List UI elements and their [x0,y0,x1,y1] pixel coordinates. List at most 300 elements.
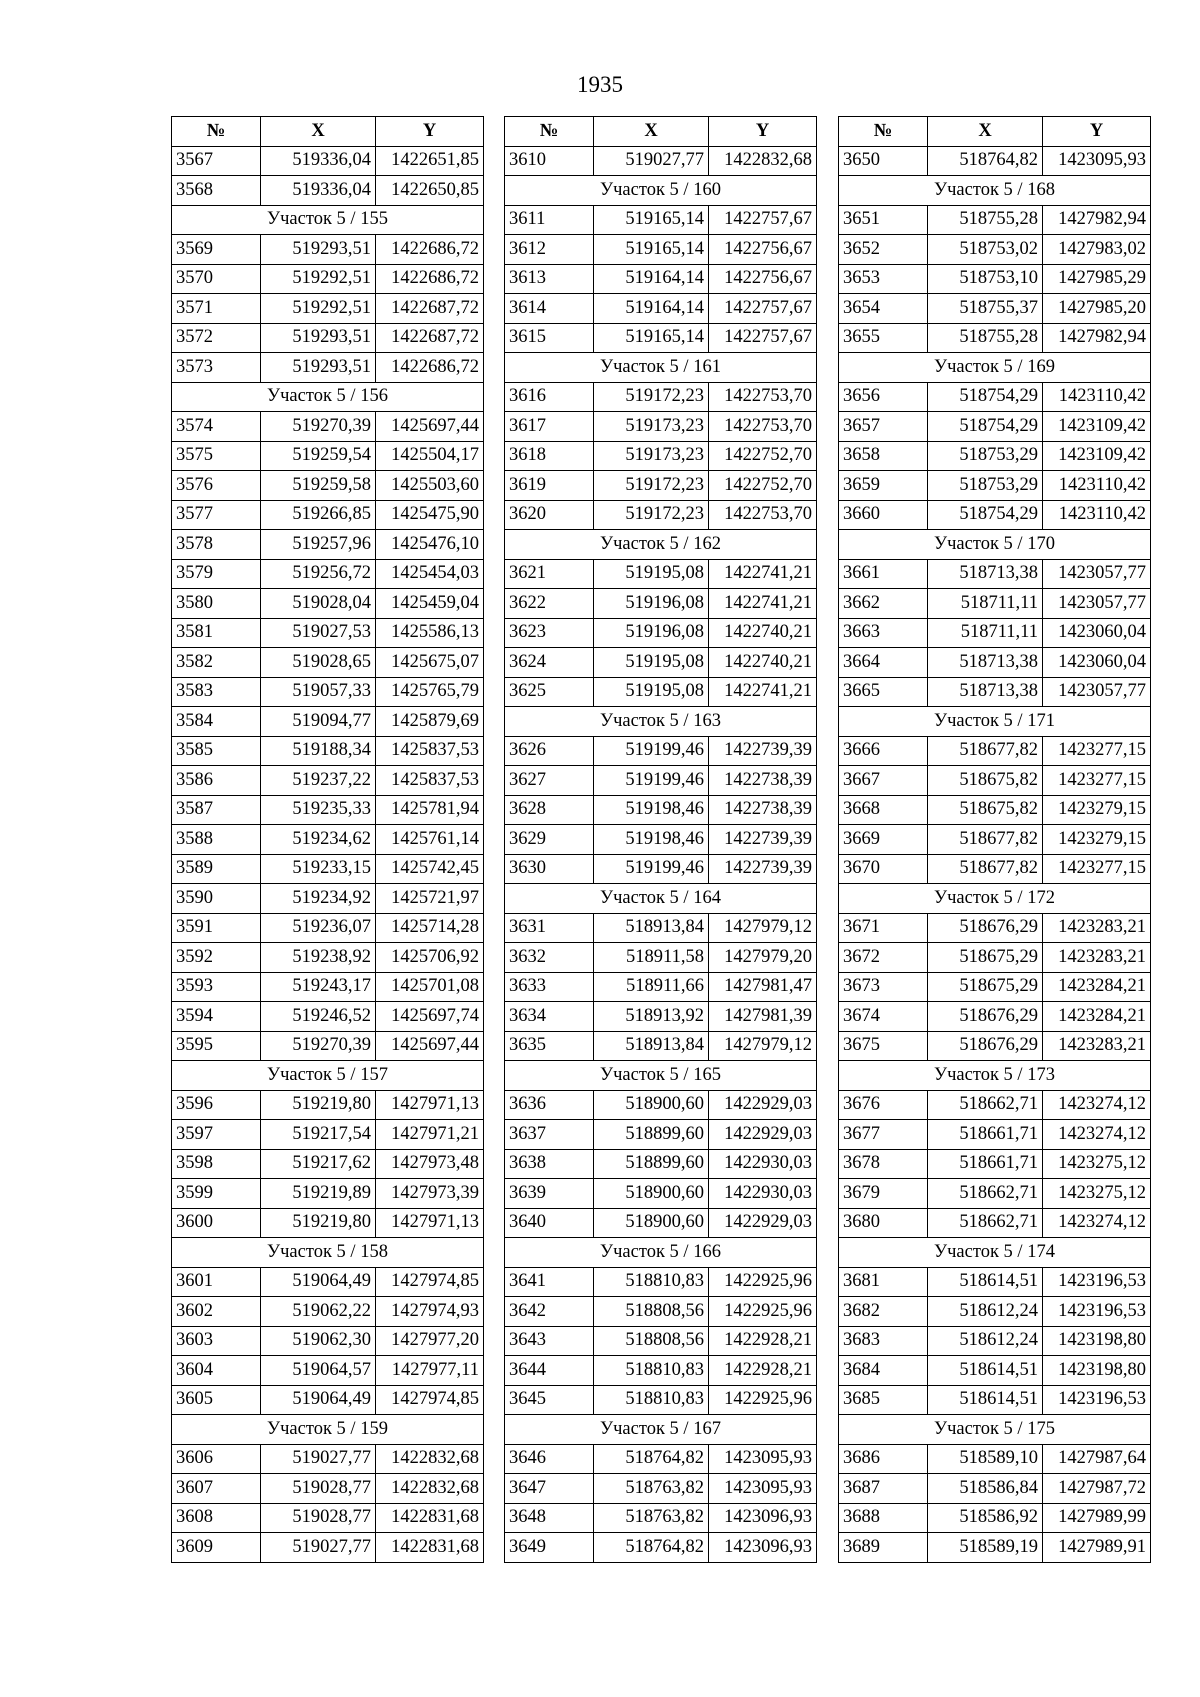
y-coordinate: 1423057,77 [1043,559,1151,589]
x-coordinate: 519259,58 [261,471,376,501]
section-title: Участок 5 / 162 [505,530,817,560]
point-number: 3577 [172,500,261,530]
point-number: 3614 [505,294,594,324]
coordinate-row [505,1385,817,1415]
coordinate-row [839,1444,1151,1474]
y-coordinate: 1423060,04 [1043,648,1151,678]
coordinate-row [172,1503,484,1533]
y-coordinate: 1422686,72 [376,264,484,294]
coordinate-row [839,471,1151,501]
x-coordinate: 518589,10 [928,1444,1043,1474]
x-coordinate: 518913,84 [594,913,709,943]
point-number: 3595 [172,1031,261,1061]
x-coordinate: 518676,29 [928,1002,1043,1032]
point-number: 3611 [505,205,594,235]
x-coordinate: 518612,24 [928,1326,1043,1356]
point-number: 3627 [505,766,594,796]
coordinate-row [172,353,484,383]
x-coordinate: 519028,77 [261,1503,376,1533]
coordinate-row [505,943,817,973]
y-coordinate: 1423060,04 [1043,618,1151,648]
x-coordinate: 518899,60 [594,1120,709,1150]
coordinate-row [505,795,817,825]
coordinate-row [172,1267,484,1297]
coordinate-row [839,677,1151,707]
point-number: 3689 [839,1533,928,1563]
section-header-row [839,884,1151,914]
coordinate-row [172,589,484,619]
point-number: 3660 [839,500,928,530]
coordinate-row [839,264,1151,294]
section-title: Участок 5 / 163 [505,707,817,737]
section-title: Участок 5 / 168 [839,176,1151,206]
point-number: 3661 [839,559,928,589]
y-coordinate: 1422831,68 [376,1533,484,1563]
x-coordinate: 519195,08 [594,648,709,678]
y-coordinate: 1423274,12 [1043,1208,1151,1238]
x-coordinate: 518755,28 [928,205,1043,235]
x-coordinate: 519173,23 [594,441,709,471]
x-coordinate: 518754,29 [928,412,1043,442]
point-number: 3671 [839,913,928,943]
coordinate-row [505,1503,817,1533]
section-title: Участок 5 / 161 [505,353,817,383]
x-coordinate: 518764,82 [594,1444,709,1474]
point-number: 3643 [505,1326,594,1356]
coordinate-row [839,1179,1151,1209]
point-number: 3680 [839,1208,928,1238]
point-number: 3669 [839,825,928,855]
y-coordinate: 1422757,67 [709,323,817,353]
point-number: 3612 [505,235,594,265]
point-number: 3569 [172,235,261,265]
coordinate-row [505,1002,817,1032]
x-coordinate: 519292,51 [261,264,376,294]
y-coordinate: 1422832,68 [376,1444,484,1474]
y-coordinate: 1427974,85 [376,1385,484,1415]
y-coordinate: 1425721,97 [376,884,484,914]
point-number: 3583 [172,677,261,707]
section-header-row [172,205,484,235]
coordinate-row [172,795,484,825]
x-coordinate: 518614,51 [928,1356,1043,1386]
x-coordinate: 519219,80 [261,1090,376,1120]
y-coordinate: 1425697,44 [376,412,484,442]
point-number: 3576 [172,471,261,501]
point-number: 3596 [172,1090,261,1120]
y-coordinate: 1422929,03 [709,1120,817,1150]
coordinate-row [172,943,484,973]
point-number: 3606 [172,1444,261,1474]
x-coordinate: 518810,83 [594,1356,709,1386]
point-number: 3648 [505,1503,594,1533]
coordinate-row [172,559,484,589]
coordinate-row [172,1297,484,1327]
coordinate-row [505,441,817,471]
y-coordinate: 1425837,53 [376,766,484,796]
section-header-row [505,530,817,560]
y-coordinate: 1422740,21 [709,618,817,648]
coordinate-row [172,294,484,324]
point-number: 3657 [839,412,928,442]
point-number: 3570 [172,264,261,294]
point-number: 3616 [505,382,594,412]
coordinate-row [505,1179,817,1209]
y-coordinate: 1423110,42 [1043,471,1151,501]
point-number: 3655 [839,323,928,353]
coordinate-row [172,146,484,176]
coordinate-row [839,1267,1151,1297]
y-coordinate: 1423198,80 [1043,1326,1151,1356]
x-coordinate: 519237,22 [261,766,376,796]
x-coordinate: 519172,23 [594,382,709,412]
x-coordinate: 519236,07 [261,913,376,943]
point-number: 3628 [505,795,594,825]
point-number: 3610 [505,146,594,176]
point-number: 3673 [839,972,928,1002]
x-coordinate: 519196,08 [594,618,709,648]
y-coordinate: 1423196,53 [1043,1385,1151,1415]
point-number: 3567 [172,146,261,176]
x-coordinate: 518753,10 [928,264,1043,294]
y-coordinate: 1422925,96 [709,1267,817,1297]
x-coordinate: 518677,82 [928,854,1043,884]
x-coordinate: 518661,71 [928,1120,1043,1150]
x-coordinate: 518755,37 [928,294,1043,324]
coordinate-row [172,1474,484,1504]
y-coordinate: 1427974,93 [376,1297,484,1327]
coordinate-row [172,736,484,766]
coordinate-row [172,1149,484,1179]
x-coordinate: 519062,30 [261,1326,376,1356]
coordinate-row [839,146,1151,176]
coordinate-row [505,559,817,589]
y-coordinate: 1425503,60 [376,471,484,501]
section-title: Участок 5 / 159 [172,1415,484,1445]
point-number: 3625 [505,677,594,707]
y-coordinate: 1427981,47 [709,972,817,1002]
point-number: 3634 [505,1002,594,1032]
coordinate-row [505,1356,817,1386]
coordinate-row [839,648,1151,678]
point-number: 3682 [839,1297,928,1327]
x-coordinate: 519094,77 [261,707,376,737]
x-coordinate: 518614,51 [928,1385,1043,1415]
coordinate-row [839,795,1151,825]
section-title: Участок 5 / 171 [839,707,1151,737]
coordinate-row [839,825,1151,855]
y-coordinate: 1423109,42 [1043,441,1151,471]
section-title: Участок 5 / 173 [839,1061,1151,1091]
x-coordinate: 518675,29 [928,972,1043,1002]
section-title: Участок 5 / 165 [505,1061,817,1091]
y-coordinate: 1423274,12 [1043,1120,1151,1150]
page-number: 1935 [577,72,623,97]
y-coordinate: 1422739,39 [709,825,817,855]
x-coordinate: 518614,51 [928,1267,1043,1297]
point-number: 3668 [839,795,928,825]
point-number: 3639 [505,1179,594,1209]
y-coordinate: 1423196,53 [1043,1267,1151,1297]
coordinate-row [505,1149,817,1179]
y-coordinate: 1427987,72 [1043,1474,1151,1504]
x-coordinate: 519165,14 [594,205,709,235]
x-coordinate: 519199,46 [594,736,709,766]
point-number: 3585 [172,736,261,766]
y-coordinate: 1425781,94 [376,795,484,825]
point-number: 3642 [505,1297,594,1327]
y-coordinate: 1427981,39 [709,1002,817,1032]
x-coordinate: 519028,77 [261,1474,376,1504]
y-coordinate: 1427989,99 [1043,1503,1151,1533]
coordinate-row [505,146,817,176]
point-number: 3656 [839,382,928,412]
y-coordinate: 1425475,90 [376,500,484,530]
coordinate-row [505,1120,817,1150]
point-number: 3609 [172,1533,261,1563]
point-number: 3581 [172,618,261,648]
x-coordinate: 519243,17 [261,972,376,1002]
point-number: 3633 [505,972,594,1002]
x-coordinate: 518913,84 [594,1031,709,1061]
y-coordinate: 1427974,85 [376,1267,484,1297]
point-number: 3670 [839,854,928,884]
x-coordinate: 518675,82 [928,766,1043,796]
coordinate-row [172,825,484,855]
x-coordinate: 519027,77 [261,1533,376,1563]
y-coordinate: 1422752,70 [709,441,817,471]
y-coordinate: 1422686,72 [376,353,484,383]
section-header-row [839,1238,1151,1268]
x-coordinate: 518586,92 [928,1503,1043,1533]
y-coordinate: 1422757,67 [709,294,817,324]
point-number: 3636 [505,1090,594,1120]
point-number: 3593 [172,972,261,1002]
point-number: 3650 [839,146,928,176]
y-coordinate: 1425761,14 [376,825,484,855]
y-coordinate: 1422753,70 [709,412,817,442]
x-coordinate: 519266,85 [261,500,376,530]
y-coordinate: 1427977,20 [376,1326,484,1356]
coordinate-row [839,913,1151,943]
point-number: 3677 [839,1120,928,1150]
section-title: Участок 5 / 172 [839,884,1151,914]
x-coordinate: 518677,82 [928,736,1043,766]
y-coordinate: 1422753,70 [709,382,817,412]
coordinate-row [839,943,1151,973]
coordinate-row [172,412,484,442]
x-coordinate: 518911,66 [594,972,709,1002]
y-coordinate: 1425586,13 [376,618,484,648]
x-coordinate: 519217,54 [261,1120,376,1150]
coordinate-row [505,1297,817,1327]
section-header-row [839,1061,1151,1091]
y-coordinate: 1423110,42 [1043,382,1151,412]
y-coordinate: 1423275,12 [1043,1179,1151,1209]
y-coordinate: 1422930,03 [709,1149,817,1179]
x-coordinate: 518808,56 [594,1326,709,1356]
x-coordinate: 518913,92 [594,1002,709,1032]
point-number: 3678 [839,1149,928,1179]
coordinate-row [839,382,1151,412]
coordinate-row [505,972,817,1002]
coordinate-row [172,323,484,353]
x-coordinate: 518676,29 [928,1031,1043,1061]
x-coordinate: 518586,84 [928,1474,1043,1504]
header-number: № [505,117,594,147]
coordinate-row [505,471,817,501]
coordinate-row [172,854,484,884]
point-number: 3603 [172,1326,261,1356]
point-number: 3626 [505,736,594,766]
coordinate-row [839,972,1151,1002]
x-coordinate: 518675,82 [928,795,1043,825]
coordinate-row [839,736,1151,766]
coordinate-row [172,1208,484,1238]
y-coordinate: 1427971,13 [376,1208,484,1238]
y-coordinate: 1427977,11 [376,1356,484,1386]
x-coordinate: 518763,82 [594,1503,709,1533]
x-coordinate: 518662,71 [928,1179,1043,1209]
point-number: 3679 [839,1179,928,1209]
x-coordinate: 519165,14 [594,235,709,265]
coordinate-row [172,441,484,471]
coordinate-row [172,677,484,707]
point-number: 3578 [172,530,261,560]
point-number: 3590 [172,884,261,914]
point-number: 3688 [839,1503,928,1533]
coordinate-row [172,500,484,530]
coordinate-row [172,766,484,796]
section-header-row [172,1415,484,1445]
section-title: Участок 5 / 175 [839,1415,1151,1445]
y-coordinate: 1422928,21 [709,1326,817,1356]
y-coordinate: 1425742,45 [376,854,484,884]
point-number: 3594 [172,1002,261,1032]
y-coordinate: 1423096,93 [709,1503,817,1533]
coordinate-row [505,677,817,707]
coordinate-row [172,1031,484,1061]
point-number: 3623 [505,618,594,648]
section-header-row [505,353,817,383]
point-number: 3621 [505,559,594,589]
coordinate-row [839,1326,1151,1356]
point-number: 3640 [505,1208,594,1238]
coordinate-row [172,1179,484,1209]
y-coordinate: 1423095,93 [709,1444,817,1474]
coordinate-row [839,1208,1151,1238]
y-coordinate: 1425837,53 [376,736,484,766]
coordinate-row [505,382,817,412]
y-coordinate: 1423277,15 [1043,854,1151,884]
coordinate-row [839,1356,1151,1386]
y-coordinate: 1427979,20 [709,943,817,973]
point-number: 3622 [505,589,594,619]
x-coordinate: 519219,89 [261,1179,376,1209]
y-coordinate: 1422741,21 [709,559,817,589]
x-coordinate: 519027,53 [261,618,376,648]
point-number: 3604 [172,1356,261,1386]
point-number: 3587 [172,795,261,825]
x-coordinate: 518753,29 [928,441,1043,471]
x-coordinate: 518900,60 [594,1179,709,1209]
section-header-row [839,176,1151,206]
header-number: № [839,117,928,147]
point-number: 3620 [505,500,594,530]
y-coordinate: 1422757,67 [709,205,817,235]
y-coordinate: 1423279,15 [1043,795,1151,825]
section-title: Участок 5 / 166 [505,1238,817,1268]
x-coordinate: 519246,52 [261,1002,376,1032]
x-coordinate: 518753,02 [928,235,1043,265]
point-number: 3601 [172,1267,261,1297]
x-coordinate: 518900,60 [594,1208,709,1238]
x-coordinate: 519172,23 [594,500,709,530]
section-title: Участок 5 / 155 [172,205,484,235]
y-coordinate: 1422752,70 [709,471,817,501]
point-number: 3589 [172,854,261,884]
coordinate-row [839,441,1151,471]
y-coordinate: 1427979,12 [709,1031,817,1061]
section-title: Участок 5 / 160 [505,176,817,206]
y-coordinate: 1423110,42 [1043,500,1151,530]
section-header-row [839,1415,1151,1445]
y-coordinate: 1422741,21 [709,589,817,619]
coordinate-row [172,1533,484,1563]
header-y: Y [376,117,484,147]
point-number: 3605 [172,1385,261,1415]
y-coordinate: 1423283,21 [1043,943,1151,973]
x-coordinate: 519219,80 [261,1208,376,1238]
y-coordinate: 1422929,03 [709,1090,817,1120]
coordinate-row [505,500,817,530]
x-coordinate: 519270,39 [261,412,376,442]
section-header-row [172,1061,484,1091]
section-header-row [172,382,484,412]
x-coordinate: 518911,58 [594,943,709,973]
y-coordinate: 1427971,13 [376,1090,484,1120]
coordinate-row [505,1444,817,1474]
coordinate-row [839,1503,1151,1533]
y-coordinate: 1427982,94 [1043,205,1151,235]
x-coordinate: 519293,51 [261,353,376,383]
point-number: 3647 [505,1474,594,1504]
point-number: 3654 [839,294,928,324]
x-coordinate: 519196,08 [594,589,709,619]
y-coordinate: 1422930,03 [709,1179,817,1209]
coordinate-row [839,589,1151,619]
y-coordinate: 1427979,12 [709,913,817,943]
header-x: X [594,117,709,147]
point-number: 3588 [172,825,261,855]
point-number: 3582 [172,648,261,678]
x-coordinate: 518753,29 [928,471,1043,501]
coordinate-row [505,1031,817,1061]
y-coordinate: 1422650,85 [376,176,484,206]
y-coordinate: 1427989,91 [1043,1533,1151,1563]
point-number: 3667 [839,766,928,796]
section-header-row [505,884,817,914]
section-header-row [839,530,1151,560]
point-number: 3662 [839,589,928,619]
point-number: 3644 [505,1356,594,1386]
y-coordinate: 1427985,20 [1043,294,1151,324]
x-coordinate: 519028,65 [261,648,376,678]
x-coordinate: 519270,39 [261,1031,376,1061]
point-number: 3568 [172,176,261,206]
y-coordinate: 1425476,10 [376,530,484,560]
y-coordinate: 1425459,04 [376,589,484,619]
